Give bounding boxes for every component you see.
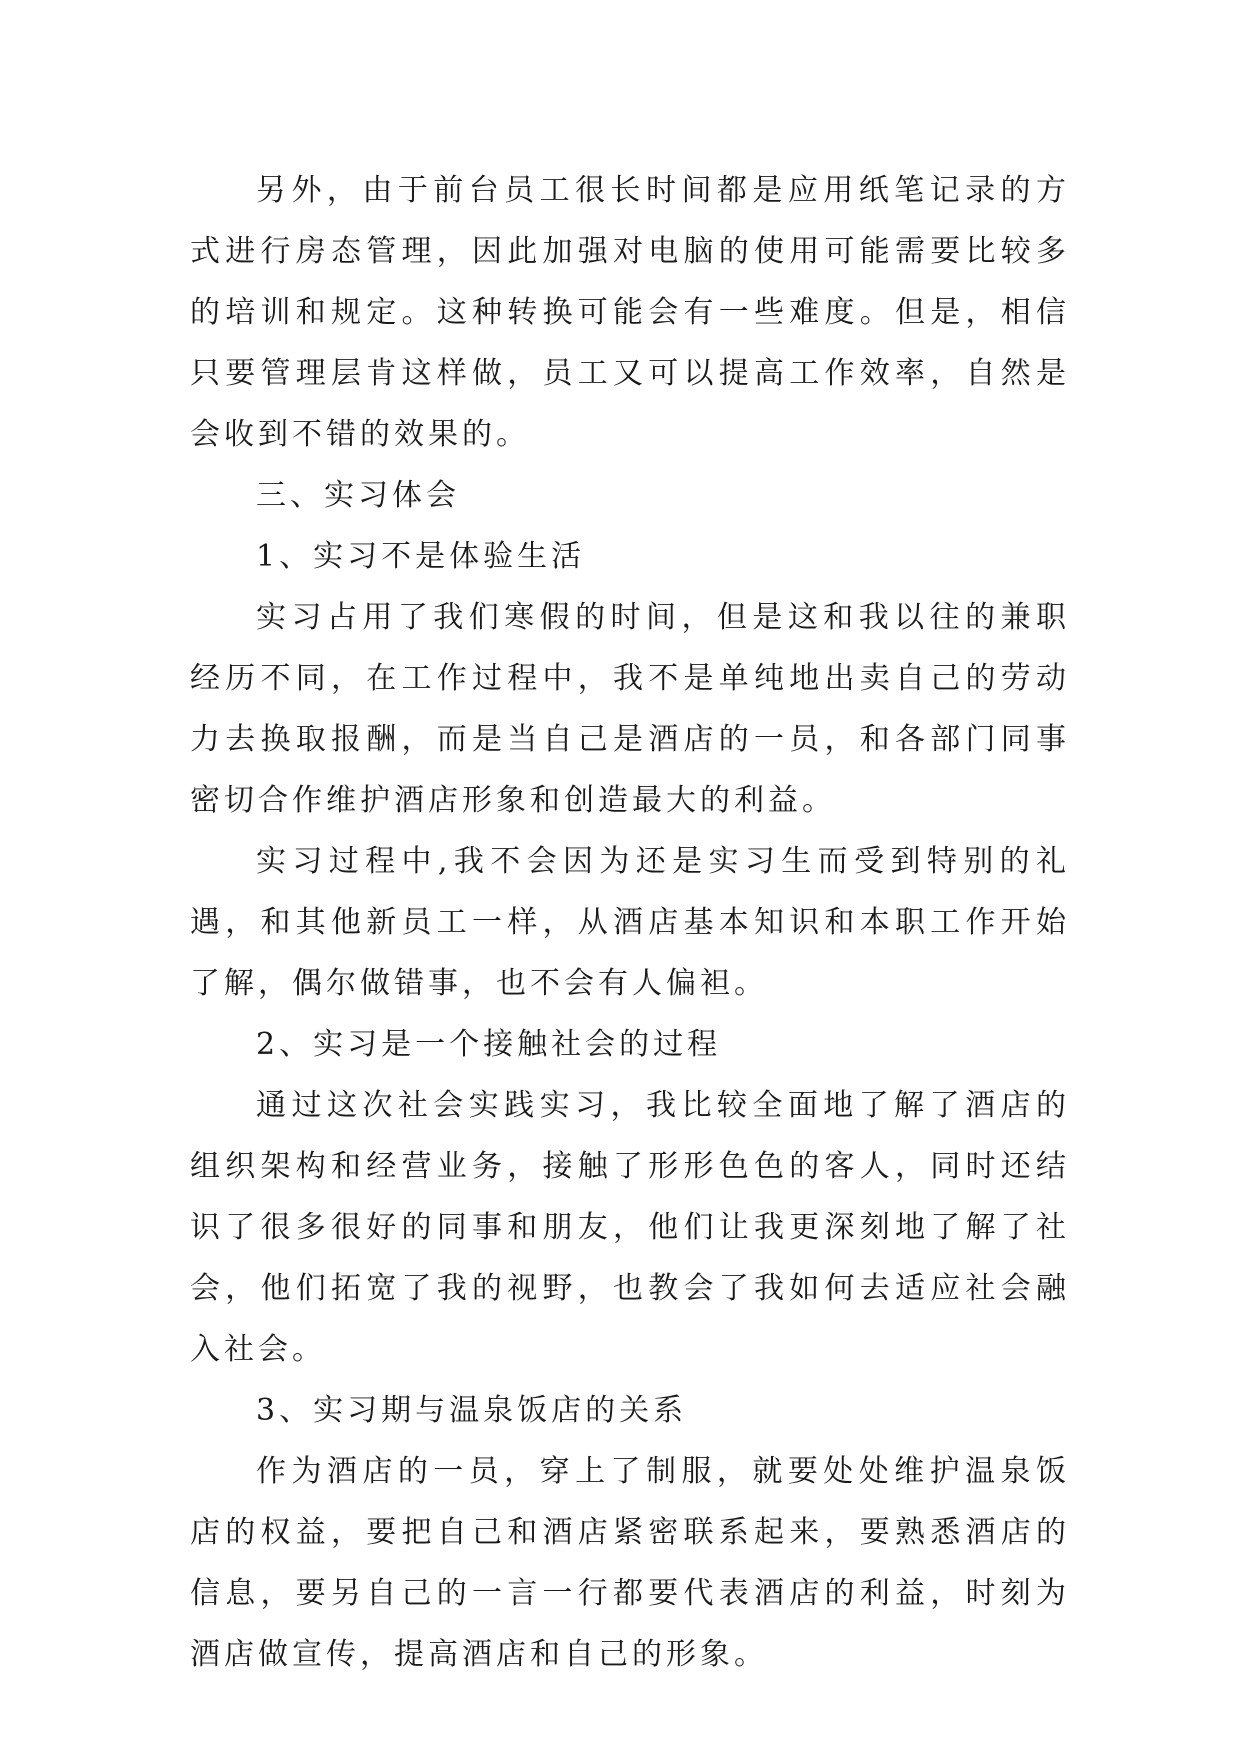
subheading-not-life-experience: 1、实习不是体验生活 <box>256 539 586 574</box>
paragraph-social-practice: 通过这次社会实践实习，我比较全面地了解了酒店的组织架构和经营业务，接触了形形色色的客人，同时还结识了很多很好的同事和朋友，他们让我更深刻地了解了社会，他们拓宽了我的视野，也教会了我如何去适应社会融入社会。 <box>190 1088 1070 1367</box>
subheading-hotel-relationship: 3、实习期与温泉饭店的关系 <box>256 1393 688 1428</box>
document-body <box>190 160 1070 1685</box>
section-heading-internship-experience: 三、实习体会 <box>256 478 460 513</box>
paragraph-no-special-treatment: 实习过程中,我不会因为还是实习生而受到特别的礼遇，和其他新员工一样，从酒店基本知识和本职工作开始了解，偶尔做错事，也不会有人偏袒。 <box>190 844 1070 1001</box>
subheading-contact-with-society: 2、实习是一个接触社会的过程 <box>256 1027 722 1062</box>
paragraph-represent-hotel: 作为酒店的一员，穿上了制服，就要处处维护温泉饭店的权益，要把自己和酒店紧密联系起来，要熟悉酒店的信息，要另自己的一言一行都要代表酒店的利益，时刻为酒店做宣传，提高酒店和自己的形象。 <box>190 1454 1070 1672</box>
paragraph-room-status-training: 另外，由于前台员工很长时间都是应用纸笔记录的方式进行房态管理，因此加强对电脑的使用可能需要比较多的培训和规定。这种转换可能会有一些难度。但是，相信只要管理层肯这样做，员工又可以提高工作效率，自然是会收到不错的效果的。 <box>190 173 1070 452</box>
paragraph-winter-break-internship: 实习占用了我们寒假的时间，但是这和我以往的兼职经历不同，在工作过程中，我不是单纯地出卖自己的劳动力去换取报酬，而是当自己是酒店的一员，和各部门同事密切合作维护酒店形象和创造最大的利益。 <box>190 600 1070 818</box>
